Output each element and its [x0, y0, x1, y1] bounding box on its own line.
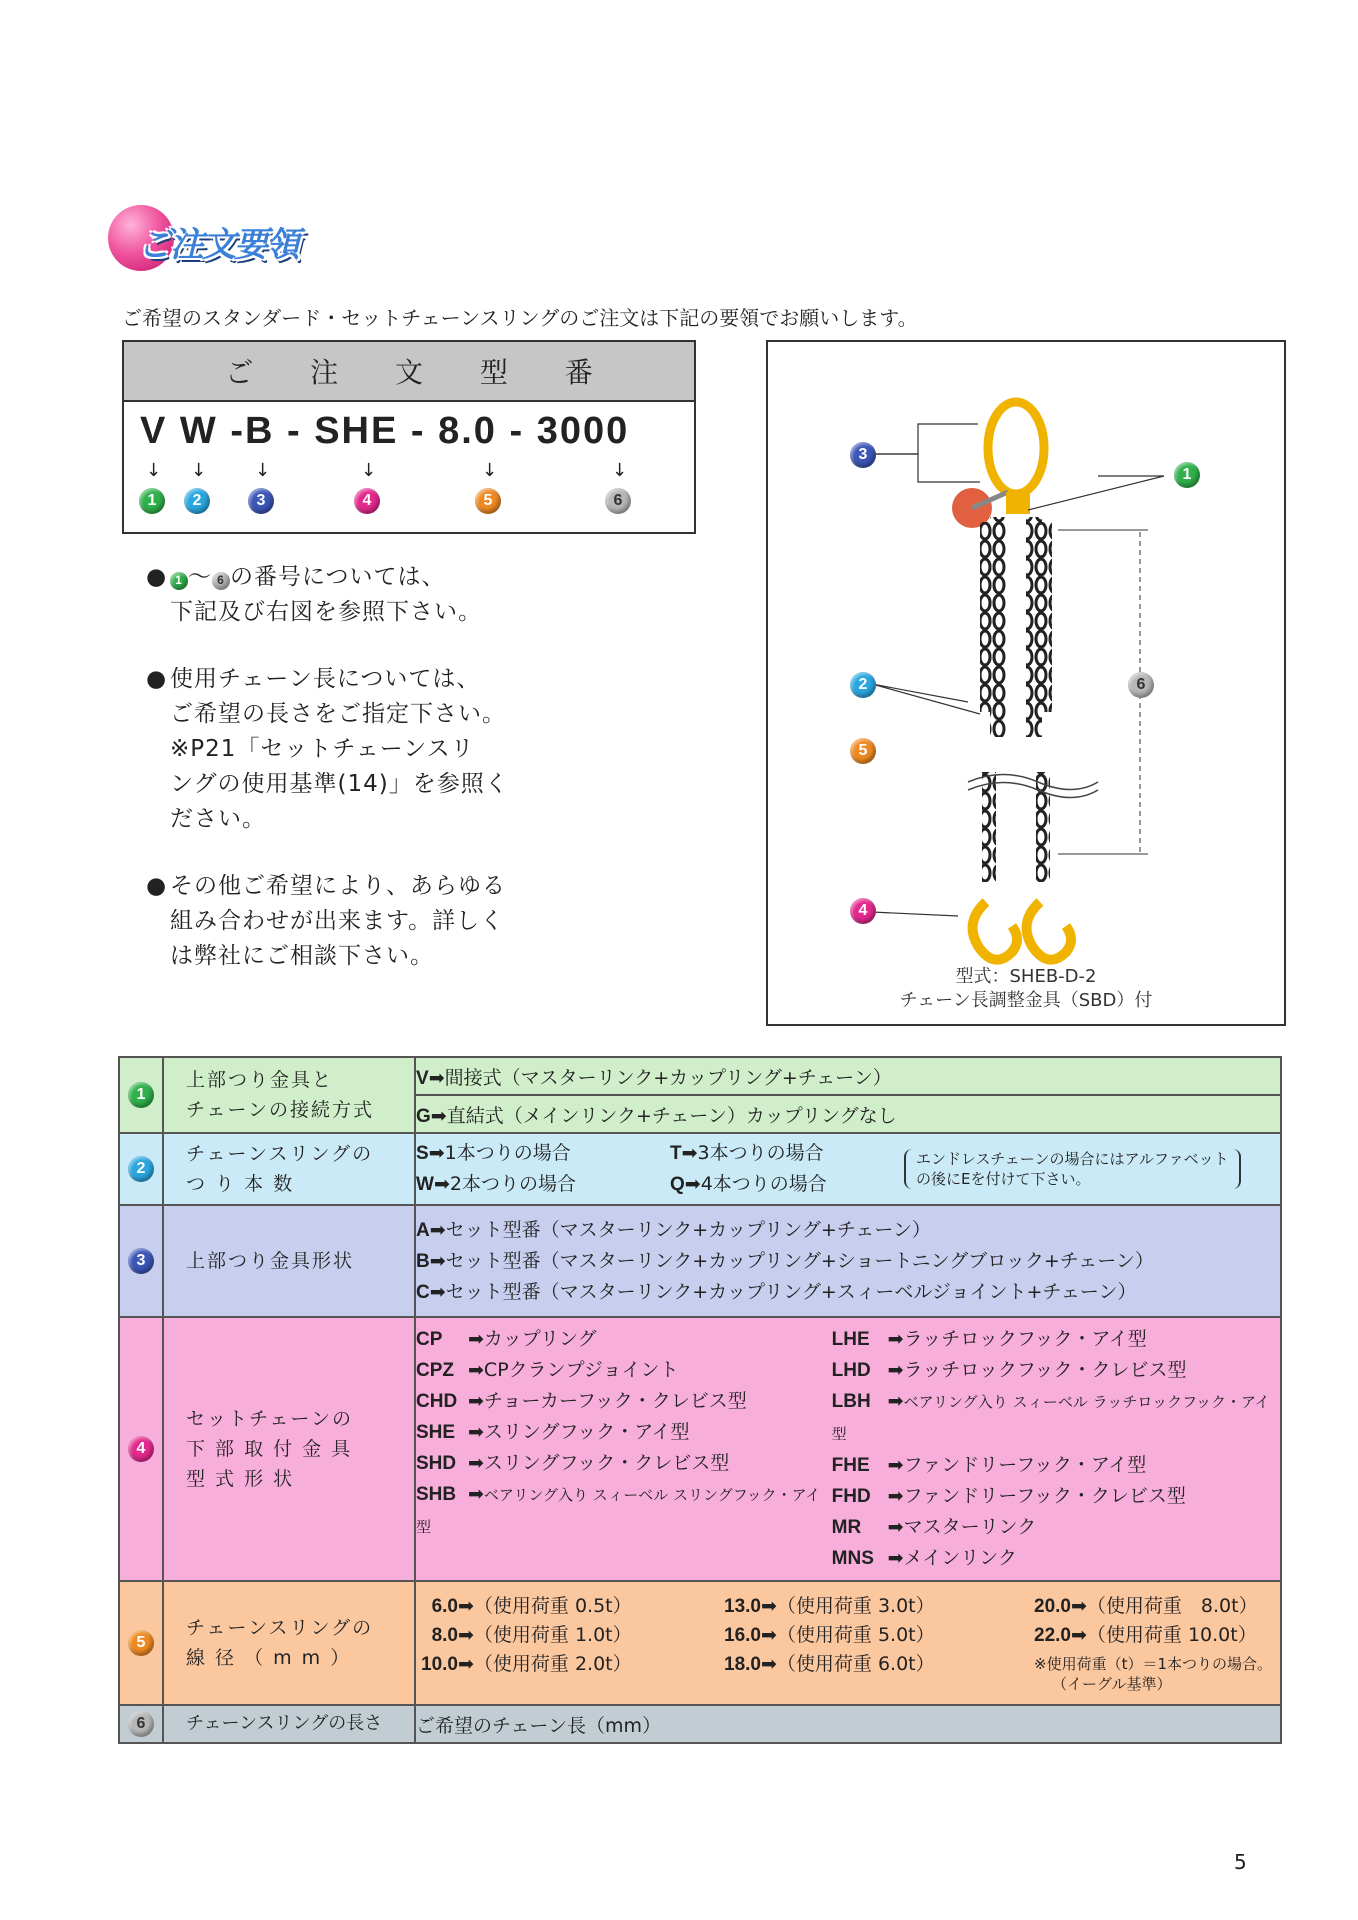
list-item: 10.0➡（使用荷重 2.0t） [421, 1653, 632, 1675]
table-row [119, 1057, 1281, 1095]
order-code-example: V W -B - SHE - 8.0 - 3000 [140, 410, 630, 452]
list-item: FHD ➡ファンドリーフック・クレビス型 [831, 1485, 1186, 1507]
code-arrow: ↓ [255, 460, 271, 481]
option-cell [415, 1057, 1281, 1095]
list-item: 13.0➡（使用荷重 3.0t） [724, 1595, 935, 1617]
arrow-right-icon: ➡ [760, 1595, 777, 1617]
row-label [163, 1133, 415, 1205]
section-title-badge [108, 205, 318, 273]
arrow-right-icon: ➡ [1070, 1595, 1087, 1617]
load-note: ※使用荷重（t）＝1本つりの場合。 （イーグル基準） [1034, 1655, 1272, 1693]
table-row [119, 1133, 1281, 1205]
note-text: ※P21「セットチェーンスリ [170, 736, 475, 762]
arrow-right-icon: ➡ [887, 1485, 904, 1507]
section-title: ご注文要領 [138, 225, 298, 265]
number-badge-3: 3 [248, 488, 274, 514]
option-cell [415, 1581, 1281, 1705]
number-badge-2: 2 [184, 488, 210, 514]
number-badge-2: 2 [850, 672, 876, 698]
row-label [163, 1705, 415, 1743]
list-item: LBH ➡ベアリング入り スィーベル ラッチロックフック・アイ型 [831, 1390, 1270, 1443]
arrow-right-icon: ➡ [684, 1173, 701, 1195]
endless-note: の後にEを付けて下さい。 [916, 1170, 1091, 1188]
option-key: A [416, 1219, 430, 1241]
list-item: SHD ➡スリングフック・クレビス型 [416, 1452, 730, 1474]
row-label-line: 型 式 形 状 [186, 1468, 295, 1490]
option-key: G [416, 1105, 431, 1127]
code-arrow: ↓ [146, 460, 162, 481]
option-key: T [670, 1143, 682, 1164]
arrow-right-icon: ➡ [887, 1328, 904, 1350]
list-item: MR ➡マスターリンク [831, 1516, 1037, 1538]
number-badge-3: 3 [850, 442, 876, 468]
number-badge-1: 1 [1174, 462, 1200, 488]
note-text: は弊社にご相談下さい。 [170, 943, 434, 969]
table-row [119, 1581, 1281, 1705]
number-badge-3: 3 [128, 1248, 154, 1274]
arrow-right-icon: ➡ [887, 1454, 904, 1476]
list-item: CPZ ➡CPクランプジョイント [416, 1359, 679, 1381]
arrow-right-icon: ➡ [681, 1142, 698, 1164]
number-badge-5: 5 [475, 488, 501, 514]
row-label-line: 上部つり金具と [186, 1069, 334, 1091]
note-text: の番号については、 [230, 564, 446, 590]
number-badge-6: 6 [212, 572, 230, 590]
number-badge-5: 5 [128, 1630, 154, 1656]
row-label-line: チェーンスリングの長さ [186, 1713, 383, 1734]
endless-note: エンドレスチェーンの場合にはアルファベット [916, 1150, 1229, 1168]
arrow-right-icon: ➡ [458, 1653, 474, 1675]
number-badge-4: 4 [850, 898, 876, 924]
diagram-caption-model: 型式：SHEB-D-2 [955, 966, 1097, 987]
list-item: SHE ➡スリングフック・アイ型 [416, 1421, 690, 1443]
arrow-right-icon: ➡ [429, 1280, 446, 1303]
list-item: SHB ➡ベアリング入り スィーベル スリングフック・アイ型 [416, 1483, 821, 1536]
code-arrow: ↓ [361, 460, 377, 481]
table-row [119, 1205, 1281, 1317]
arrow-right-icon: ➡ [433, 1173, 450, 1195]
page-number: 5 [1234, 1850, 1247, 1874]
arrow-right-icon: ➡ [429, 1218, 446, 1241]
option-text: 2本つりの場合 [449, 1173, 576, 1195]
arrow-right-icon: ➡ [458, 1624, 474, 1646]
number-badge-1: 1 [139, 488, 165, 514]
option-cell [415, 1705, 1281, 1743]
row-label-line: 上部つり金具形状 [186, 1250, 355, 1272]
table-row [119, 1317, 1281, 1581]
note-text: ご希望の長さをご指定下さい。 [170, 701, 506, 727]
arrow-right-icon: ➡ [468, 1390, 484, 1412]
bullet-icon: ● [146, 666, 168, 692]
number-badge-4: 4 [354, 488, 380, 514]
fitting-list-right [832, 1324, 1280, 1574]
option-text: セット型番（マスターリンク+カップリング+ショートニングブロック+チェーン） [445, 1249, 1154, 1272]
code-arrow: ↓ [191, 460, 207, 481]
chain-sling-diagram [766, 340, 1286, 1026]
number-badge-5: 5 [850, 738, 876, 764]
option-text: 1本つりの場合 [444, 1142, 571, 1164]
list-item: CP ➡カップリング [416, 1328, 597, 1350]
list-item: 8.0➡（使用荷重 1.0t） [431, 1624, 632, 1646]
option-key: W [416, 1174, 434, 1195]
row-label-line: 下 部 取 付 金 具 [186, 1438, 353, 1460]
note-text: 使用チェーン長については、 [170, 666, 481, 692]
note-text: 下記及び右図を参照下さい。 [170, 599, 482, 625]
fitting-list-left [416, 1324, 832, 1574]
diagram-caption-adjuster: チェーン長調整金具（SBD）付 [899, 990, 1153, 1011]
note-text: 組み合わせが出来ます。詳しく [170, 908, 505, 934]
arrow-right-icon: ➡ [887, 1359, 904, 1381]
arrow-right-icon: ➡ [887, 1390, 904, 1412]
option-key: C [416, 1281, 430, 1303]
list-item: LHD ➡ラッチロックフック・クレビス型 [831, 1359, 1187, 1381]
list-item: MNS ➡メインリンク [831, 1547, 1017, 1569]
arrow-right-icon: ➡ [430, 1104, 447, 1127]
list-item: 16.0➡（使用荷重 5.0t） [724, 1624, 935, 1646]
arrow-right-icon: ➡ [468, 1421, 484, 1443]
arrow-right-icon: ➡ [468, 1452, 484, 1474]
option-key: Q [670, 1174, 685, 1195]
number-badge-6: 6 [128, 1711, 154, 1737]
option-text: ご希望のチェーン長（mm） [416, 1714, 662, 1737]
number-badge-2: 2 [128, 1156, 154, 1182]
option-text: 3本つりの場合 [697, 1142, 824, 1164]
option-key: S [416, 1143, 429, 1164]
code-arrow: ↓ [612, 460, 628, 481]
number-badge-1: 1 [128, 1082, 154, 1108]
option-text: 間接式（マスターリンク+カップリング+チェーン） [444, 1066, 892, 1089]
row-label-line: 線 径 （ m m ） [186, 1647, 352, 1669]
option-text: 4本つりの場合 [700, 1173, 827, 1195]
option-cell [415, 1205, 1281, 1317]
arrow-right-icon: ➡ [429, 1249, 446, 1272]
row-label-line: チェーンの接続方式 [186, 1099, 375, 1121]
option-key: V [416, 1067, 429, 1089]
table-row [119, 1705, 1281, 1743]
list-item: 22.0➡（使用荷重 10.0t） [1034, 1624, 1257, 1646]
order-spec-table [118, 1056, 1282, 1744]
bullet-icon: ● [146, 873, 168, 899]
note-chain-length [146, 662, 509, 837]
note-text: ングの使用基準(14)」を参照く [170, 771, 509, 797]
option-cell [415, 1095, 1281, 1133]
arrow-right-icon: ➡ [887, 1516, 904, 1538]
intro-text: ご希望のスタンダード・セットチェーンスリングのご注文は下記の要領でお願いします。 [122, 306, 918, 330]
arrow-right-icon: ➡ [1070, 1624, 1087, 1646]
option-key: B [416, 1250, 430, 1272]
number-badge-6: 6 [605, 488, 631, 514]
arrow-right-icon: ➡ [428, 1066, 445, 1089]
note-numbers [146, 560, 482, 630]
arrow-right-icon: ➡ [760, 1653, 777, 1675]
row-label-line: つ り 本 数 [186, 1173, 295, 1195]
row-label-line: チェーンスリングの [186, 1143, 374, 1165]
row-label [163, 1581, 415, 1705]
row-label-line: セットチェーンの [186, 1408, 354, 1430]
option-text: セット型番（マスターリンク+カップリング+チェーン） [445, 1218, 931, 1241]
arrow-right-icon: ➡ [468, 1359, 484, 1381]
row-label [163, 1317, 415, 1581]
arrow-right-icon: ➡ [458, 1595, 474, 1617]
list-item: CHD ➡チョーカーフック・クレビス型 [416, 1390, 747, 1412]
row-label [163, 1205, 415, 1317]
arrow-right-icon: ➡ [760, 1624, 777, 1646]
note-text: ださい。 [170, 806, 266, 832]
note-other [146, 869, 506, 974]
option-text: セット型番（マスターリンク+カップリング+スィーベルジョイント+チェーン） [445, 1280, 1137, 1303]
list-item: 20.0➡（使用荷重 8.0t） [1034, 1595, 1258, 1617]
note-range: 〜 [188, 564, 212, 590]
chain-sling-illustration [768, 342, 1284, 1024]
option-text: 直結式（メインリンク+チェーン）カップリングなし [446, 1104, 897, 1127]
number-badge-4: 4 [128, 1436, 154, 1462]
option-cell [415, 1133, 1281, 1205]
code-arrow: ↓ [482, 460, 498, 481]
row-label [163, 1057, 415, 1133]
bullet-icon: ● [146, 564, 168, 590]
order-code-heading: ご 注 文 型 番 [124, 342, 694, 402]
number-badge-6: 6 [1128, 672, 1154, 698]
list-item: 18.0➡（使用荷重 6.0t） [724, 1653, 935, 1675]
order-code-box [122, 340, 696, 534]
arrow-right-icon: ➡ [428, 1142, 445, 1164]
option-cell [415, 1317, 1281, 1581]
list-item: 6.0➡（使用荷重 0.5t） [431, 1595, 632, 1617]
list-item: FHE ➡ファンドリーフック・アイ型 [831, 1454, 1147, 1476]
row-label-line: チェーンスリングの [186, 1617, 374, 1639]
note-text: その他ご希望により、あらゆる [170, 873, 506, 899]
arrow-right-icon: ➡ [887, 1547, 904, 1569]
arrow-right-icon: ➡ [468, 1483, 484, 1505]
list-item: LHE ➡ラッチロックフック・アイ型 [831, 1328, 1147, 1350]
number-badge-1: 1 [170, 572, 188, 590]
arrow-right-icon: ➡ [468, 1328, 484, 1350]
